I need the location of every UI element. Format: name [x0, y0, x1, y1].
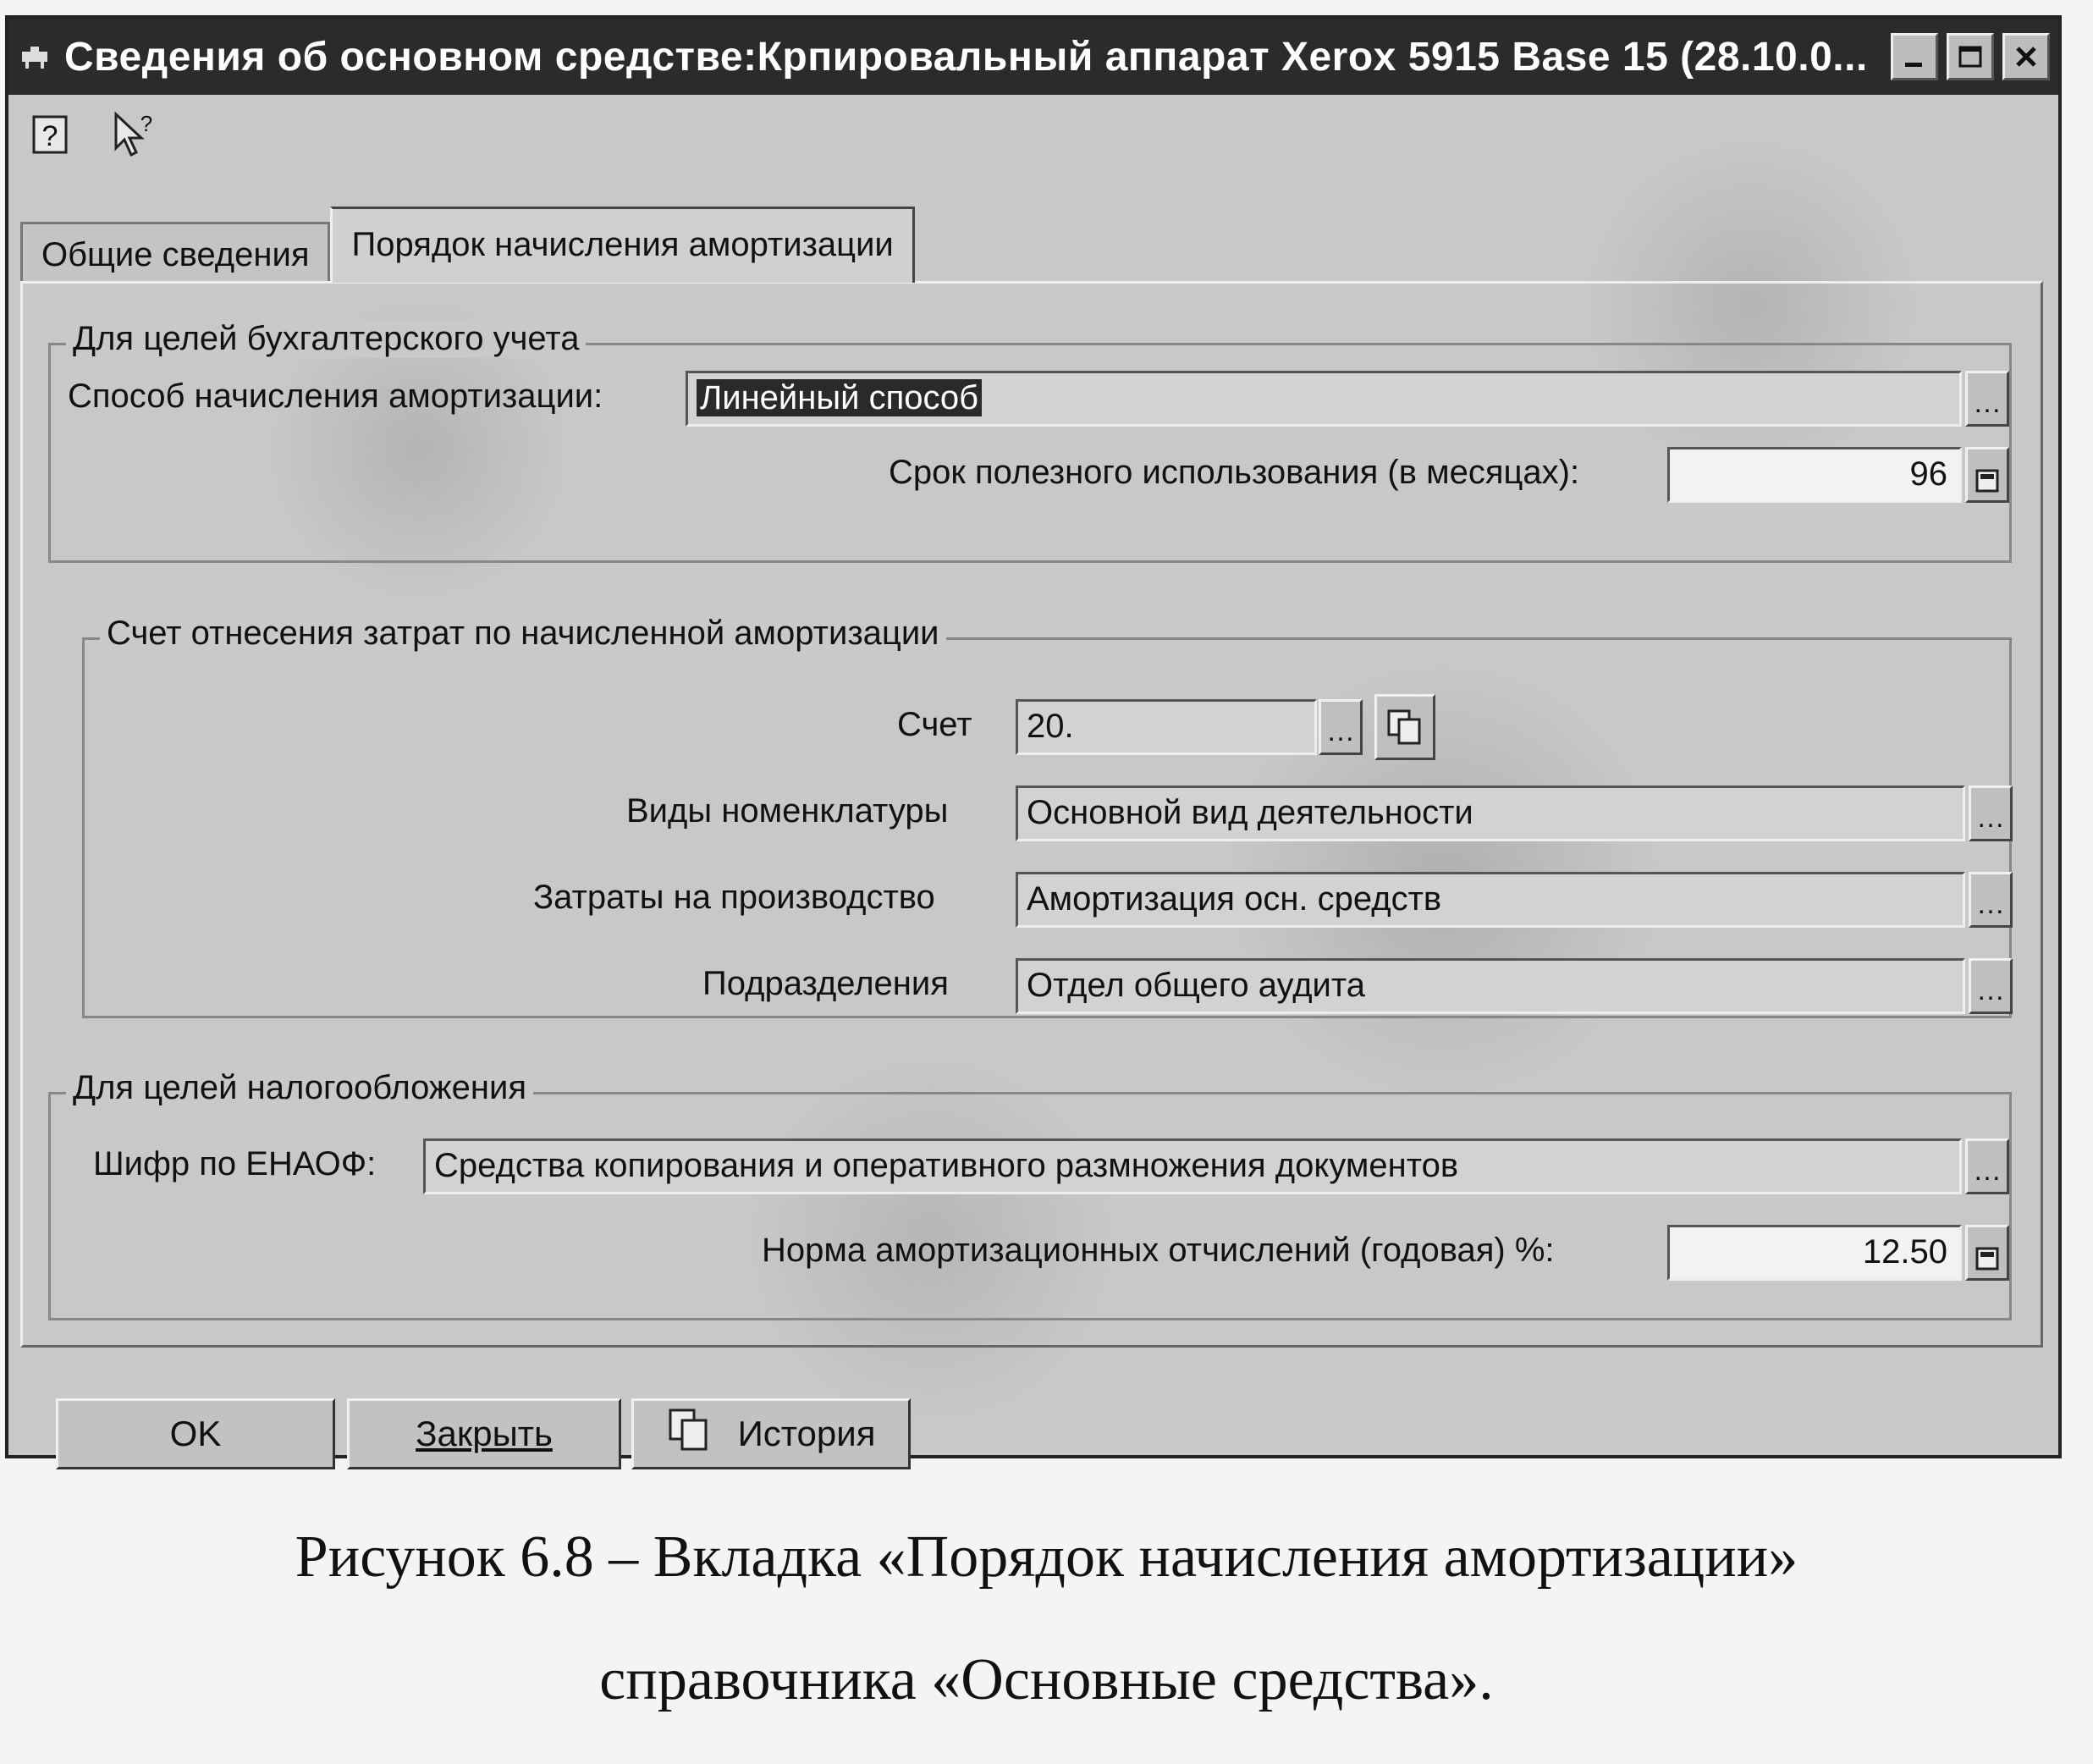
division-label: Подразделения — [702, 965, 949, 1002]
account-field[interactable]: 20. — [1016, 699, 1317, 755]
title-bar[interactable] — [8, 19, 2058, 95]
division-field[interactable]: Отдел общего аудита — [1016, 958, 1965, 1014]
account-select-button[interactable]: … — [1319, 699, 1363, 755]
minimize-icon[interactable] — [1891, 33, 1938, 80]
tab-strip — [20, 207, 915, 283]
nomenclature-field[interactable]: Основной вид деятельности — [1016, 786, 1965, 841]
cost-account-group — [82, 615, 2012, 1018]
code-field[interactable]: Средства копирования и оперативного размножения документов — [423, 1138, 1962, 1194]
figure-caption-line2: справочника «Основные средства». — [599, 1647, 1494, 1712]
costs-field[interactable]: Амортизация осн. средств — [1016, 872, 1965, 928]
maximize-icon[interactable] — [1947, 33, 1994, 80]
method-select-button[interactable]: … — [1965, 371, 2009, 427]
accounting-group — [48, 320, 2012, 563]
method-label: Способ начисления амортизации: — [68, 378, 603, 415]
account-copy-icon[interactable] — [1374, 694, 1435, 760]
close-icon[interactable] — [2002, 33, 2050, 80]
window-title: Сведения об основном средстве:Крпировальный аппарат Xerox 5915 Base 15 (28.10.0... — [64, 34, 1868, 80]
method-value: Линейный способ — [697, 379, 982, 416]
toolbar — [25, 110, 157, 159]
ok-button[interactable]: OK — [56, 1398, 335, 1469]
context-help-icon[interactable] — [108, 110, 157, 159]
code-select-button[interactable]: … — [1965, 1138, 2009, 1194]
term-calculator-icon[interactable] — [1965, 447, 2009, 503]
help-icon[interactable] — [25, 110, 74, 159]
tax-legend: Для целей налогообложения — [66, 1069, 533, 1107]
accounting-legend: Для целей бухгалтерского учета — [66, 320, 586, 358]
term-label: Срок полезного использования (в месяцах): — [889, 454, 1580, 491]
term-field[interactable]: 96 — [1667, 447, 1962, 503]
tab-panel — [20, 281, 2043, 1348]
dialog-window — [5, 15, 2062, 1458]
figure-caption-line1: Рисунок 6.8 – Вкладка «Порядок начисления амортизации» — [295, 1524, 1798, 1590]
tab-depreciation[interactable]: Порядок начисления амортизации — [330, 207, 914, 283]
account-label: Счет — [897, 706, 972, 743]
tax-group — [48, 1069, 2012, 1320]
nomenclature-select-button[interactable]: … — [1969, 786, 2013, 841]
history-icon — [667, 1407, 713, 1461]
rate-label: Норма амортизационных отчислений (годовая) %: — [762, 1232, 1555, 1269]
svg-text:?: ? — [41, 120, 58, 152]
rate-field[interactable]: 12.50 — [1667, 1225, 1962, 1281]
close-button-label: Закрыть — [416, 1414, 553, 1453]
division-select-button[interactable]: … — [1969, 958, 2013, 1014]
costs-label: Затраты на производство — [533, 879, 935, 916]
tab-general[interactable]: Общие сведения — [20, 222, 330, 283]
method-field[interactable] — [686, 371, 1962, 427]
rate-calculator-icon[interactable] — [1965, 1225, 2009, 1281]
nomenclature-label: Виды номенклатуры — [626, 792, 949, 830]
close-button[interactable] — [347, 1398, 621, 1469]
history-button[interactable] — [631, 1398, 911, 1469]
app-icon — [19, 41, 52, 72]
svg-text:?: ? — [140, 111, 153, 136]
cost-account-legend: Счет отнесения затрат по начисленной амортизации — [100, 615, 946, 653]
code-label: Шифр по ЕНАОФ: — [93, 1145, 377, 1182]
history-button-label: История — [737, 1414, 876, 1453]
costs-select-button[interactable]: … — [1969, 872, 2013, 928]
